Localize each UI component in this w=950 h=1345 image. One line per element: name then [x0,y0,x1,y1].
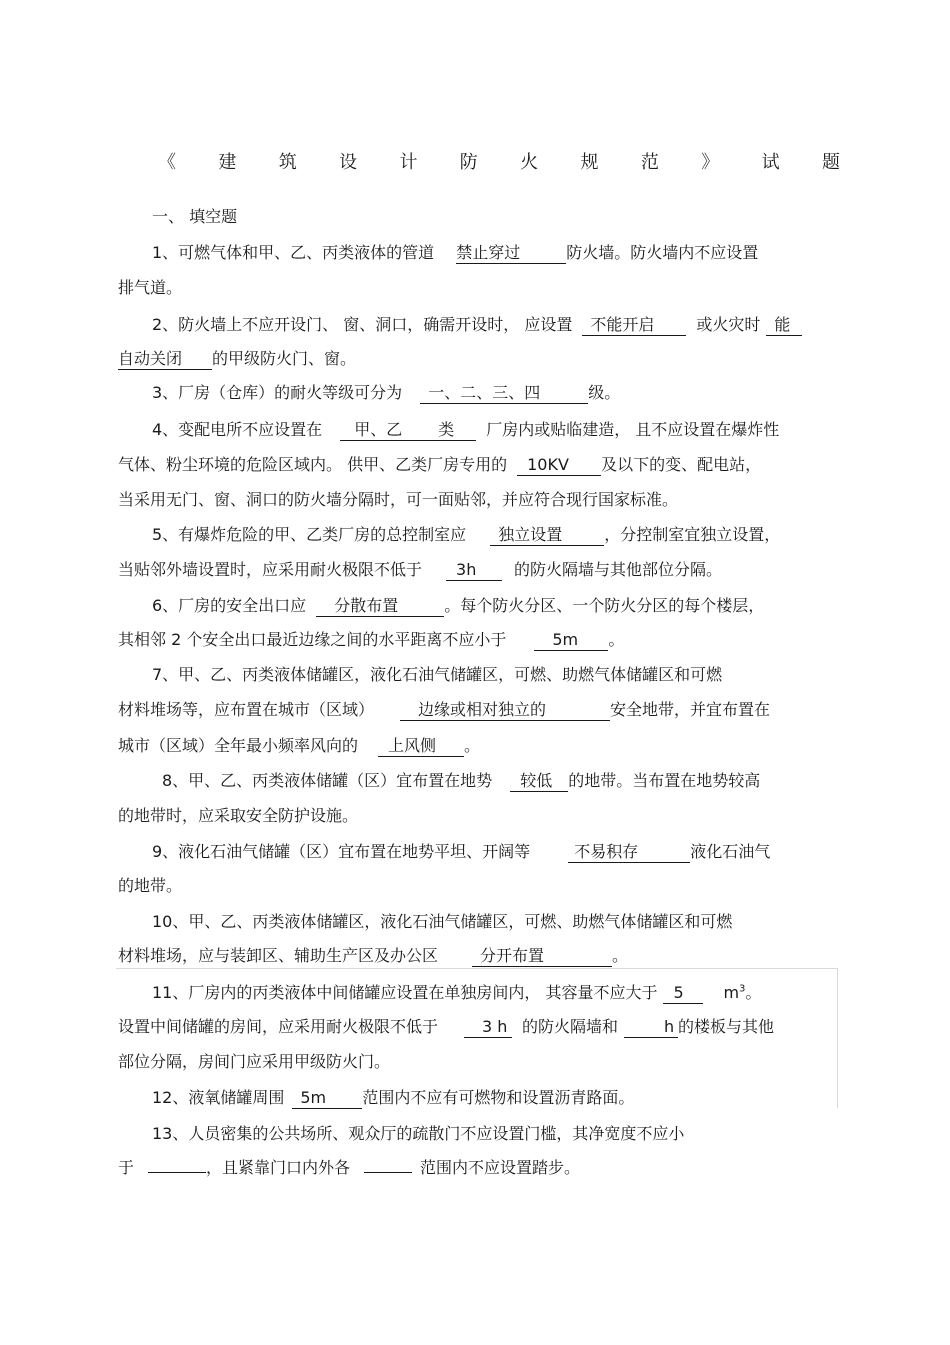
question-8-line-2: 的地带时，应采取安全防护设施。 [118,806,359,825]
q4-text: 及以下的变、配电站， [601,455,762,474]
title-char: 筑 [278,152,297,173]
q4-answer-part: 类 [438,420,455,439]
question-10-line-1: 10、甲、乙、丙类液体储罐区，液化石油气储罐区，可燃、助燃气体储罐区和可燃 [152,912,733,931]
section-heading: 一、 填空题 [152,207,238,226]
q13-text: 于 [118,1158,135,1177]
question-4-line-2 [118,453,761,477]
question-4-line-1 [152,418,779,442]
question-9-line-2: 的地带。 [118,876,183,895]
title-char: 《 [158,152,176,173]
question-1-line-2: 排气道。 [118,278,183,297]
q11-text: 设置中间储罐的房间，应采用耐火极限不低于 [118,1017,439,1036]
q5-text: 5、有爆炸危险的甲、乙类厂房的总控制室应 [152,525,467,544]
q5-text: ，分控制室宜独立设置， [604,525,781,544]
title-char: 防 [459,152,478,173]
q12-answer: 5m [292,1088,362,1109]
question-3-line-1 [152,381,620,405]
q4-answer: 10KV [517,455,601,476]
q1-text: 防火墙。防火墙内不应设置 [566,243,759,262]
q10-text: 。 [612,946,629,965]
q9-text: 9、液化石油气储罐（区）宜布置在地势平坦、开阔等 [152,842,531,861]
question-8-line-1 [162,769,760,793]
question-7-line-2 [118,698,770,722]
question-7-line-1: 7、甲、乙、丙类液体储罐区，液化石油气储罐区，可燃、助燃气体储罐区和可燃 [152,665,723,684]
q13-text: 范围内不应设置踏步。 [420,1158,581,1177]
question-10-line-2 [118,944,628,968]
question-6-line-1 [152,594,764,618]
q7-answer: 上风侧 [378,736,464,757]
q7-answer: 边缘或相对独立的 [400,700,610,721]
q2-text: 或火灾时 [696,315,761,334]
q4-answer [340,420,476,441]
q11-text: 的楼板与其他 [678,1017,775,1036]
title-char: 火 [520,152,539,173]
question-4-line-3: 当采用无门、窗、洞口的防火墙分隔时，可一面贴邻，并应符合现行国家标准。 [118,490,679,509]
question-2-line-2 [118,347,356,371]
q11-text: 的防火隔墙和 [522,1017,619,1036]
q10-text: 材料堆场，应与装卸区、辅助生产区及办公区 [118,946,439,965]
q2-answer: 自动关闭 [118,349,212,370]
q2-text: 2、防火墙上不应开设门、 窗、洞口，确需开设时， 应设置 [152,315,573,334]
question-5-line-1 [152,523,780,547]
q6-text: 。每个防火分区、一个防火分区的每个楼层， [444,596,765,615]
q11-unit-superscript: 3 [739,983,746,995]
q11-answer: 5 [663,983,703,1004]
q1-text: 1、可燃气体和甲、乙、丙类液体的管道 [152,243,435,262]
q5-text: 当贴邻外墙设置时，应采用耐火极限不低于 [118,560,423,579]
q5-text: 的防火隔墙与其他部位分隔。 [514,560,723,579]
q6-answer: 5m [534,630,608,651]
title-char: 》 [701,152,720,173]
q7-text: 城市（区域）全年最小频率风向的 [118,736,359,755]
title-char: 设 [339,152,358,173]
q6-text: 其相邻 2 个安全出口最近边缘之间的水平距离不应小于 [118,630,507,649]
question-11-line-3: 部位分隔，房间门应采用甲级防火门。 [118,1052,391,1071]
q7-text: 材料堆场等，应布置在城市（区域） [118,700,375,719]
q8-answer: 较低 [510,771,568,792]
question-11-line-1 [152,981,761,1005]
q2-answer: 不能开启 [582,315,686,336]
q13-blank [148,1172,206,1173]
question-7-line-3 [118,734,480,758]
q13-blank [364,1172,412,1173]
title-char: 范 [640,152,659,173]
question-12-line-1 [152,1086,634,1110]
question-11-line-2 [118,1015,774,1039]
q11-answer: 3 h [464,1017,512,1038]
q5-answer: 独立设置 [490,525,604,546]
q3-text: 级。 [588,383,621,402]
q6-answer: 分散布置 [316,596,444,617]
q9-text: 液化石油气 [690,842,771,861]
q2-text: 的甲级防火门、窗。 [212,349,357,368]
q11-unit: m [723,983,740,1002]
q1-answer: 禁止穿过 [456,243,566,264]
q8-text: 的地带。当布置在地势较高 [568,771,761,790]
q10-answer: 分开布置 [472,946,612,967]
q11-text: 。 [745,983,762,1002]
q2-answer: 能 [766,315,802,336]
q11-text: 11、厂房内的丙类液体中间储罐应设置在单独房间内， 其容量不应大于 [152,983,658,1002]
q4-answer-part: 甲、乙 [354,420,403,439]
question-6-line-2 [118,628,624,652]
question-5-line-2 [118,558,722,582]
q7-text: 。 [464,736,481,755]
q6-text: 。 [608,630,625,649]
q4-text: 气体、粉尘环境的危险区域内。 供甲、乙类厂房专用的 [118,455,508,474]
q6-text: 6、厂房的安全出口应 [152,596,307,615]
q3-text: 3、厂房（仓库）的耐火等级可分为 [152,383,403,402]
question-1-line-1 [152,241,758,265]
title-char: 规 [580,152,599,173]
q4-text: 厂房内或贴临建造， 且不应设置在爆炸性 [486,420,780,439]
q7-text: 安全地带，并宜布置在 [610,700,771,719]
question-9-line-1 [152,840,770,864]
question-13-line-2 [118,1156,580,1180]
q12-text: 12、液氧储罐周围 [152,1088,285,1107]
title-char: 计 [399,152,418,173]
frame-divider [116,968,838,969]
q13-text: ，且紧靠门口内外各 [206,1158,351,1177]
q8-text: 8、甲、乙、丙类液体储罐（区）宜布置在地势 [162,771,493,790]
frame-divider [837,968,838,1108]
q9-answer: 不易积存 [568,842,690,863]
q11-answer: h [624,1017,678,1038]
title-char: 试 [761,152,780,173]
title-char: 建 [218,152,237,173]
q12-text: 范围内不应有可燃物和设置沥青路面。 [362,1088,635,1107]
q4-text: 4、变配电所不应设置在 [152,420,323,439]
question-13-line-1: 13、人员密集的公共场所、观众厅的疏散门不应设置门槛，其净宽度不应小 [152,1124,685,1143]
page-title [158,148,840,174]
q3-answer: 一、二、三、四 [420,383,588,404]
title-char: 题 [821,152,840,173]
question-2-line-1 [152,313,802,337]
q5-answer: 3h [446,560,502,581]
